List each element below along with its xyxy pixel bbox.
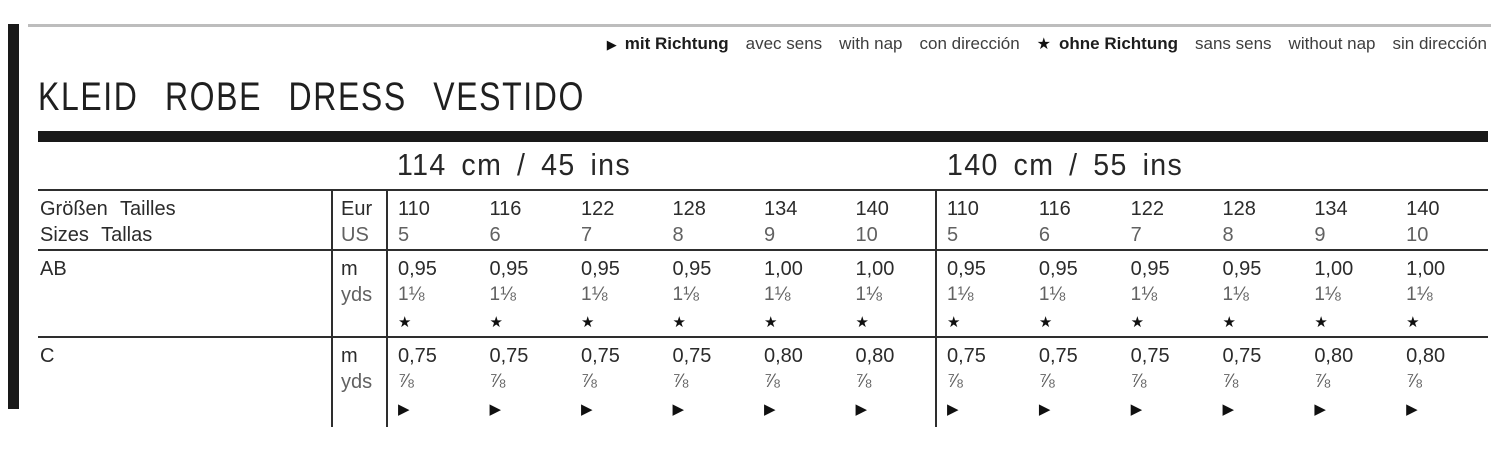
legend-term-avec-sens: avec sens (745, 34, 823, 53)
fabric-cell (388, 338, 480, 427)
us-size-value: 7 (1130, 224, 1142, 246)
fabric-meters-value: 0,75 (1038, 345, 1078, 367)
fabric-yards-value: ⅞ (1222, 371, 1239, 392)
fabric-cell (1121, 251, 1213, 338)
fabric-requirements-table (38, 189, 1488, 427)
size-row-label-cell (38, 191, 333, 251)
fabric-yards-value: ⅞ (581, 371, 597, 392)
fabric-meters-value: 0,95 (672, 258, 712, 280)
fabric-cell (1029, 251, 1121, 338)
fabric-yards-value: 1⅛ (1406, 284, 1433, 305)
legend-term-without-nap: without nap (1288, 34, 1376, 53)
fabric-cell (480, 338, 572, 427)
us-size-value: 5 (398, 224, 410, 246)
size-label-line2: Sizes Tallas (40, 224, 153, 246)
eur-size-value: 140 (1406, 198, 1440, 220)
legend-term-sans-sens: sans sens (1195, 34, 1272, 53)
fabric-meters-value: 0,80 (1314, 345, 1354, 367)
fabric-meters-value: 0,75 (581, 345, 620, 367)
unit-meters-label: m (341, 345, 358, 367)
top-divider-rule (28, 24, 1491, 27)
fabric-cell (754, 251, 846, 338)
legend-with-nap (607, 34, 729, 54)
fabric-cell (1121, 338, 1213, 427)
fabric-meters-value: 0,75 (947, 345, 986, 367)
fabric-meters-value: 0,75 (398, 345, 437, 367)
garment-title: KLEID ROBE DRESS VESTIDO (38, 75, 585, 119)
fabric-meters-value: 1,00 (1406, 258, 1446, 280)
fabric-meters-value: 0,75 (1222, 345, 1262, 367)
without-nap-star-icon: ★ (1130, 314, 1145, 331)
fabric-yards-value: ⅞ (1130, 371, 1147, 392)
without-nap-star-icon: ★ (672, 314, 686, 331)
fabric-cell (571, 338, 663, 427)
fabric-yards-value: 1⅛ (581, 284, 608, 305)
us-size-value: 7 (581, 224, 593, 246)
eur-size-value: 128 (672, 198, 706, 220)
fabric-yards-value: ⅞ (764, 371, 780, 392)
with-nap-triangle-icon: ▶ (1038, 401, 1051, 418)
with-nap-triangle-icon: ▶ (764, 401, 776, 418)
fabric-meters-value: 0,75 (489, 345, 529, 367)
left-accent-bar (8, 24, 19, 409)
fabric-yards-value: ⅞ (1406, 371, 1422, 392)
fabric-meters-value: 0,95 (489, 258, 529, 280)
fabric-meters-value: 0,95 (1130, 258, 1170, 280)
fabric-yards-value: 1⅛ (1314, 284, 1341, 305)
size-unit-cell (333, 191, 388, 251)
eur-size-value: 110 (947, 198, 979, 220)
with-nap-triangle-icon: ▶ (606, 37, 617, 52)
us-size-value: 8 (672, 224, 684, 246)
legend-term-sin-direccion: sin dirección (1392, 34, 1487, 53)
without-nap-star-icon: ★ (581, 314, 595, 331)
eur-size-value: 122 (1130, 198, 1165, 220)
fabric-yards-value: 1⅛ (1130, 284, 1158, 305)
without-nap-star-icon: ★ (947, 314, 961, 331)
fabric-cell (1304, 338, 1396, 427)
without-nap-star-icon: ★ (1038, 314, 1053, 331)
fabric-cell (663, 251, 755, 338)
fabric-yards-value: 1⅛ (947, 284, 974, 305)
fabric-yards-value: 1⅛ (1038, 284, 1066, 305)
fabric-yards-value: ⅞ (489, 371, 506, 392)
eur-size-value: 134 (764, 198, 798, 220)
eur-size-value: 116 (1038, 198, 1071, 220)
size-cell (754, 191, 846, 251)
us-size-value: 6 (1038, 224, 1050, 246)
fabric-cell (937, 251, 1029, 338)
fabric-meters-value: 1,00 (855, 258, 895, 280)
fabric-cell (571, 251, 663, 338)
fabric-yards-value: 1⅛ (1222, 284, 1249, 305)
size-cell (663, 191, 755, 251)
without-nap-star-icon: ★ (398, 314, 412, 331)
fabric-yards-value: 1⅛ (764, 284, 791, 305)
size-cell (937, 191, 1029, 251)
fabric-meters-value: 0,95 (1222, 258, 1262, 280)
without-nap-star-icon: ★ (489, 314, 503, 331)
without-nap-star-icon: ★ (1036, 36, 1052, 53)
eur-size-value: 134 (1314, 198, 1348, 220)
size-cell (1029, 191, 1121, 251)
view-label-cell (38, 338, 333, 427)
with-nap-triangle-icon: ▶ (1406, 401, 1418, 418)
fabric-cell (1029, 338, 1121, 427)
fabric-cell (1212, 338, 1304, 427)
fabric-yards-value: 1⅛ (672, 284, 699, 305)
unit-cell (333, 338, 388, 427)
with-nap-triangle-icon: ▶ (672, 401, 685, 418)
without-nap-star-icon: ★ (764, 314, 778, 331)
fabric-cell (754, 338, 846, 427)
fabric-meters-value: 0,75 (672, 345, 712, 367)
with-nap-triangle-icon: ▶ (489, 401, 502, 418)
fabric-cell (480, 251, 572, 338)
with-nap-triangle-icon: ▶ (1314, 401, 1326, 418)
unit-cell (333, 251, 388, 338)
with-nap-triangle-icon: ▶ (398, 401, 410, 418)
fabric-meters-value: 0,95 (947, 258, 986, 280)
fabric-cell (1212, 251, 1304, 338)
us-size-value: 9 (1314, 224, 1326, 246)
legend-without-nap-label: ohne Richtung (1059, 34, 1178, 53)
us-size-value: 10 (855, 224, 878, 246)
width-group-header-140cm: 140 cm / 55 ins (947, 147, 1184, 182)
size-label-line1: Größen Tailles (40, 198, 176, 220)
fabric-meters-value: 0,95 (398, 258, 437, 280)
fabric-yards-value: ⅞ (1314, 371, 1331, 392)
fabric-cell (388, 251, 480, 338)
fabric-yards-value: 1⅛ (489, 284, 516, 305)
with-nap-triangle-icon: ▶ (581, 401, 593, 418)
size-cell (846, 191, 938, 251)
size-cell (1212, 191, 1304, 251)
fabric-cell (846, 338, 938, 427)
fabric-meters-value: 1,00 (764, 258, 803, 280)
with-nap-triangle-icon: ▶ (1130, 401, 1143, 418)
fabric-meters-value: 0,80 (1406, 345, 1446, 367)
eur-size-value: 110 (398, 198, 430, 220)
size-cell (1304, 191, 1396, 251)
size-unit-us: US (341, 224, 369, 246)
without-nap-star-icon: ★ (1406, 314, 1420, 331)
unit-meters-label: m (341, 258, 358, 280)
us-size-value: 6 (489, 224, 501, 246)
fabric-yards-value: ⅞ (398, 371, 414, 392)
legend-term-con-direccion: con dirección (919, 34, 1020, 53)
eur-size-value: 122 (581, 198, 615, 220)
legend-with-nap-label: mit Richtung (624, 34, 729, 53)
fabric-meters-value: 0,80 (764, 345, 803, 367)
size-cell (1396, 191, 1488, 251)
with-nap-triangle-icon: ▶ (855, 401, 868, 418)
size-cell (571, 191, 663, 251)
unit-yards-label: yds (341, 284, 373, 306)
fabric-yards-value: ⅞ (855, 371, 872, 392)
fabric-yards-value: 1⅛ (398, 284, 425, 305)
eur-size-value: 128 (1222, 198, 1256, 220)
size-cell (388, 191, 480, 251)
fabric-yards-value: ⅞ (1038, 371, 1055, 392)
fabric-meters-value: 0,95 (581, 258, 620, 280)
fabric-cell (1304, 251, 1396, 338)
without-nap-star-icon: ★ (1222, 314, 1236, 331)
size-unit-eur: Eur (341, 198, 373, 220)
fabric-cell (1396, 338, 1488, 427)
fabric-meters-value: 0,95 (1038, 258, 1078, 280)
unit-yards-label: yds (341, 371, 373, 393)
us-size-value: 10 (1406, 224, 1429, 246)
size-cell (1121, 191, 1213, 251)
us-size-value: 5 (947, 224, 959, 246)
legend-term-with-nap: with nap (839, 34, 903, 53)
fabric-yards-value: ⅞ (947, 371, 963, 392)
view-label: C (40, 345, 55, 367)
title-underline-bar (38, 131, 1488, 142)
width-group-header-114cm: 114 cm / 45 ins (397, 147, 632, 182)
with-nap-triangle-icon: ▶ (947, 401, 959, 418)
fabric-meters-value: 0,75 (1130, 345, 1170, 367)
eur-size-value: 140 (855, 198, 889, 220)
without-nap-star-icon: ★ (1314, 314, 1328, 331)
fabric-cell (663, 338, 755, 427)
us-size-value: 8 (1222, 224, 1234, 246)
fabric-cell (846, 251, 938, 338)
view-label: AB (40, 258, 67, 280)
fabric-meters-value: 0,80 (855, 345, 895, 367)
fabric-meters-value: 1,00 (1314, 258, 1354, 280)
fabric-cell (1396, 251, 1488, 338)
nap-legend (607, 34, 1487, 54)
legend-without-nap (1037, 34, 1178, 54)
view-label-cell (38, 251, 333, 338)
size-cell (480, 191, 572, 251)
us-size-value: 9 (764, 224, 776, 246)
fabric-yards-value: 1⅛ (855, 284, 882, 305)
eur-size-value: 116 (489, 198, 522, 220)
fabric-cell (937, 338, 1029, 427)
with-nap-triangle-icon: ▶ (1222, 401, 1235, 418)
without-nap-star-icon: ★ (855, 314, 869, 331)
fabric-yards-value: ⅞ (672, 371, 689, 392)
